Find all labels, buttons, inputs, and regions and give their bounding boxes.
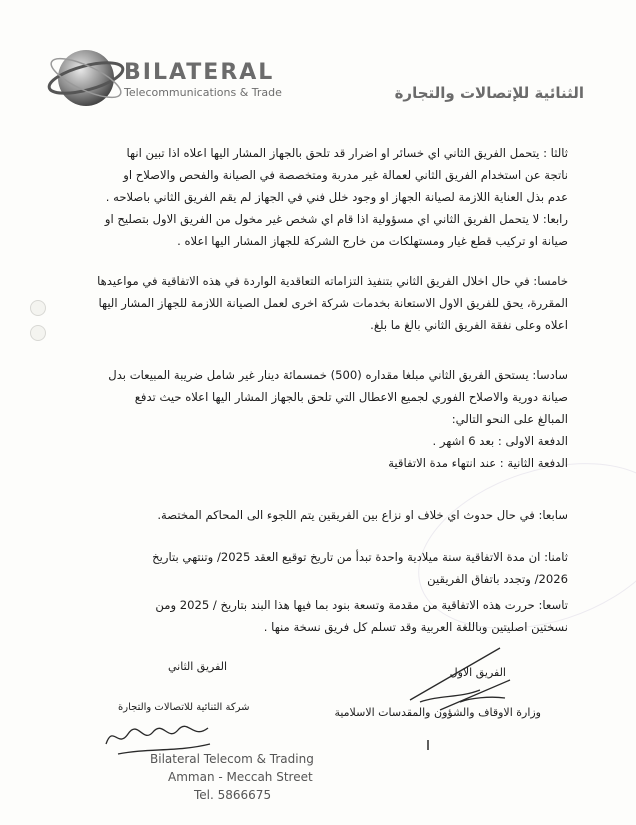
clause-line: عدم بذل العناية اللازمة لصيانة الجهاز او وجود خلل فني في الجهاز لم يقم الفريق الثاني باصلاحه . — [105, 190, 568, 204]
clause-line: سادسا: يستحق الفريق الثاني مبلغا مقداره (500) خمسمائة دينار غير شامل ضريبة المبيعات بدل — [108, 368, 568, 382]
clause-line: صيانة دورية والاصلاح الفوري لجميع الاعطال التي تلحق بالجهاز المشار اليها اعلاه حيث تدفع — [134, 390, 568, 404]
first-party-signature — [400, 640, 520, 750]
stamp-line: Tel. 5866675 — [194, 788, 272, 802]
company-stamp — [150, 752, 314, 806]
second-party-label: الفريق الثاني — [168, 660, 228, 673]
clause-line: المبالغ على النحو التالي: — [451, 412, 568, 426]
clause-sixth — [28, 364, 568, 474]
clause-fifth — [28, 270, 568, 336]
clause-fourth — [28, 208, 568, 252]
clause-line: 2026/ وتجدد باتفاق الفريقين — [427, 572, 568, 586]
clause-ninth — [28, 594, 568, 638]
clause-eighth — [28, 546, 568, 590]
clause-line: خامسا: في حال اخلال الفريق الثاني بتنفيذ التزاماته التعاقدية الواردة في هذه الاتفاقية في مواعيدها — [97, 274, 568, 288]
clause-line: ثالثا : يتحمل الفريق الثاني اي خسائر او اضرار قد تلحق بالجهاز المشار اليها اعلاه اذا تبين انها — [126, 146, 568, 160]
stamp-line: Amman - Meccah Street — [168, 770, 313, 784]
brand-subtitle: Telecommunications & Trade — [124, 86, 282, 99]
clause-seventh — [28, 504, 568, 526]
clause-line: الدفعة الاولى : بعد 6 اشهر . — [432, 434, 568, 448]
stamp-line: Bilateral Telecom & Trading — [150, 752, 314, 766]
brand-name: BILATERAL — [124, 60, 275, 85]
first-party-label: الفريق الاول — [449, 666, 506, 679]
clause-line: سابعا: في حال حدوث اي خلاف او نزاع بين الفريقين يتم اللجوء الى المحاكم المختصة. — [157, 508, 568, 522]
clause-line: رابعا: لا يتحمل الفريق الثاني اي مسؤولية اذا قام اي شخص غير مخول من الفريق الاول بتصليح او — [104, 212, 568, 226]
clause-line: ناتجة عن استخدام الفريق الثاني لعمالة غير مدربة ومتخصصة في الصيانة والفحص والاصلاح او — [123, 168, 568, 182]
bilateral-logo-icon — [46, 38, 126, 118]
clause-line: الدفعة الثانية : عند انتهاء مدة الاتفاقية — [388, 456, 568, 470]
brand-arabic-name: الثنائية للإتصالات والتجارة — [394, 84, 584, 102]
clause-line: ثامنا: ان مدة الاتفاقية سنة ميلادية واحدة تبدأ من تاريخ توقيع العقد 2025/ وتنتهي بتاريخ — [152, 550, 568, 564]
clause-line: صيانة او تركيب قطع غيار ومستهلكات من خارج الشركة للجهاز المشار اليها اعلاه . — [177, 234, 568, 248]
clause-line: اعلاه وعلى نفقة الفريق الثاني بالغ ما بلغ. — [370, 318, 568, 332]
clause-line: نسختين اصليتين وباللغة العربية وقد تسلم كل فريق نسخة منها . — [263, 620, 568, 634]
clause-third — [28, 142, 568, 208]
clause-line: المقررة، يحق للفريق الاول الاستعانة بخدمات شركة اخرى لعمل الصيانة اللازمة للجهاز المشار اليها — [98, 296, 568, 310]
second-party-org: شركة الثنائية للاتصالات والتجارة — [118, 702, 250, 713]
clause-line: تاسعا: حررت هذه الاتفاقية من مقدمة وتسعة بنود بما فيها هذا البند بتاريخ / 2025 ومن — [155, 598, 568, 612]
first-party-org: وزارة الاوقاف والشؤون والمقدسات الاسلامية — [334, 706, 541, 719]
